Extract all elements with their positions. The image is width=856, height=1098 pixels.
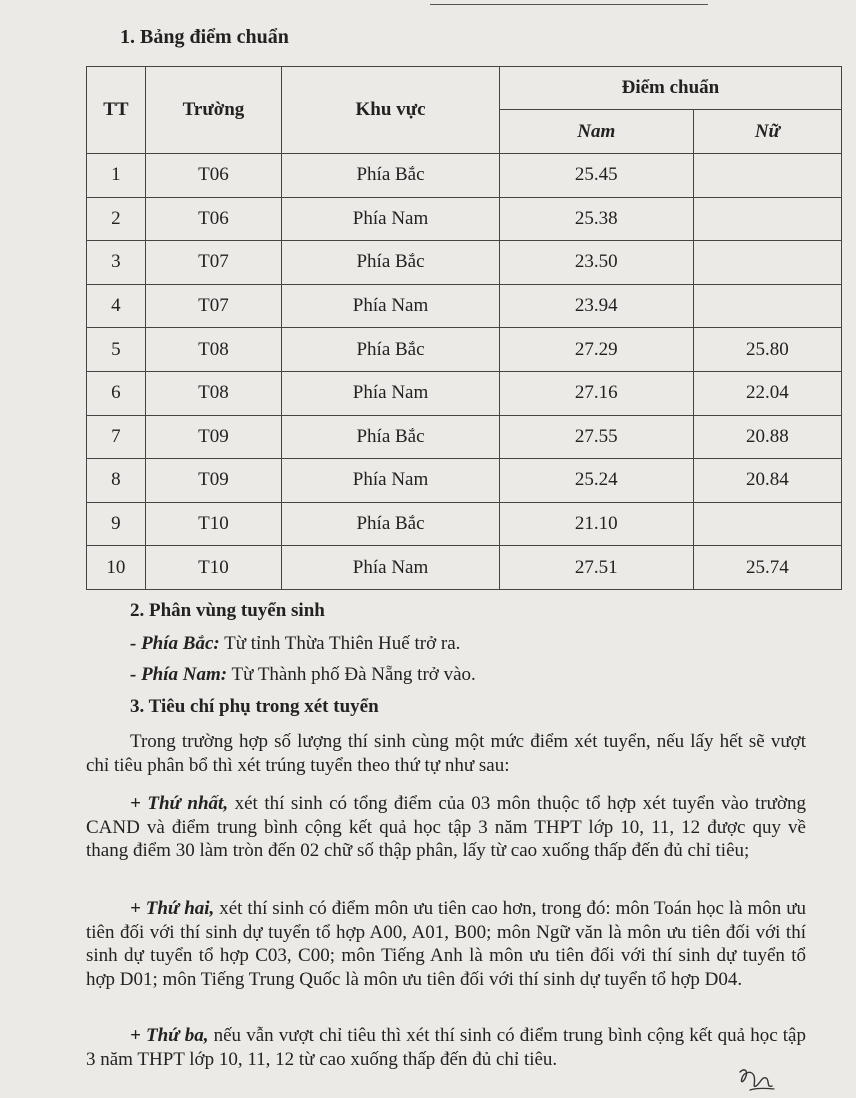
region-south-label: - Phía Nam: xyxy=(130,664,228,685)
cell-truong: T10 xyxy=(145,546,281,590)
region-south-text: Từ Thành phố Đà Nẵng trở vào. xyxy=(227,664,476,685)
cell-nu: 25.80 xyxy=(693,328,841,372)
header-diem-chuan: Điểm chuẩn xyxy=(499,67,841,110)
region-north-label: - Phía Bắc: xyxy=(130,633,220,654)
header-khu-vuc: Khu vực xyxy=(282,67,500,154)
cell-khu-vuc: Phía Bắc xyxy=(282,502,500,546)
cell-truong: T08 xyxy=(145,371,281,415)
section-2-title: 2. Phân vùng tuyển sinh xyxy=(130,600,325,621)
header-nu: Nữ xyxy=(693,110,841,154)
cell-nam: 27.29 xyxy=(499,328,693,372)
cell-khu-vuc: Phía Bắc xyxy=(282,154,500,198)
cell-nam: 25.24 xyxy=(499,459,693,503)
cell-truong: T07 xyxy=(145,284,281,328)
cell-truong: T06 xyxy=(145,154,281,198)
cell-truong: T10 xyxy=(145,502,281,546)
cell-nam: 27.16 xyxy=(499,371,693,415)
table-row xyxy=(87,502,842,546)
cell-nam: 21.10 xyxy=(499,502,693,546)
criterion-first-text: xét thí sinh có tổng điểm của 03 môn thuộc tổ hợp xét tuyển vào trường CAND và điểm trung bình cộng kết quả học tập 3 năm THPT lớp 10, 11, 12 được quy về thang điểm 30 làm tròn đến 02 chữ số thập phân, lấy từ cao xuống thấp đến đủ chỉ tiêu; xyxy=(86,793,807,861)
table-row xyxy=(87,415,842,459)
cell-tt: 4 xyxy=(87,284,146,328)
criterion-third-label: + Thứ ba, xyxy=(130,1025,209,1046)
cell-nam: 23.50 xyxy=(499,241,693,285)
cell-nu xyxy=(693,241,841,285)
cell-nu: 22.04 xyxy=(693,371,841,415)
criterion-second xyxy=(86,897,806,991)
table-row xyxy=(87,546,842,590)
cell-nu: 20.84 xyxy=(693,459,841,503)
cell-truong: T09 xyxy=(145,459,281,503)
cell-nu: 20.88 xyxy=(693,415,841,459)
criterion-second-label: + Thứ hai, xyxy=(130,898,215,919)
table-body xyxy=(87,154,842,590)
table-row xyxy=(87,241,842,285)
cell-truong: T06 xyxy=(145,197,281,241)
header-tt: TT xyxy=(87,67,146,154)
cell-nu xyxy=(693,154,841,198)
cell-tt: 9 xyxy=(87,502,146,546)
cell-tt: 1 xyxy=(87,154,146,198)
cell-tt: 10 xyxy=(87,546,146,590)
cell-khu-vuc: Phía Nam xyxy=(282,459,500,503)
cell-khu-vuc: Phía Nam xyxy=(282,284,500,328)
criteria-intro: Trong trường hợp số lượng thí sinh cùng một mức điểm xét tuyển, nếu lấy hết sẽ vượt chỉ tiêu phân bổ thì xét trúng tuyển theo thứ tự như sau: xyxy=(86,731,806,776)
cell-nu xyxy=(693,284,841,328)
cell-truong: T08 xyxy=(145,328,281,372)
header-truong: Trường xyxy=(145,67,281,154)
table-row xyxy=(87,197,842,241)
cell-truong: T07 xyxy=(145,241,281,285)
region-south xyxy=(130,664,476,686)
cell-tt: 5 xyxy=(87,328,146,372)
cutoff-score-table xyxy=(86,66,842,590)
cell-tt: 7 xyxy=(87,415,146,459)
header-nam: Nam xyxy=(499,110,693,154)
criterion-third xyxy=(86,1024,806,1071)
table-row xyxy=(87,459,842,503)
section-1-title: 1. Bảng điểm chuẩn xyxy=(120,26,289,48)
criterion-second-text: xét thí sinh có điểm môn ưu tiên cao hơn, trong đó: môn Toán học là môn ưu tiên đối với thí sinh dự tuyển tổ hợp A00, A01, B00; môn Ngữ văn là môn ưu tiên đối với thí sinh dự tuyển tổ hợp C03, C00; môn Tiếng Anh là môn ưu tiên đối với thí sinh dự tuyển tổ hợp D01; môn Tiếng Trung Quốc là môn ưu tiên đối với thí sinh dự tuyển tổ hợp D04. xyxy=(86,898,806,990)
cell-tt: 6 xyxy=(87,371,146,415)
region-north xyxy=(130,633,460,655)
cell-nu: 25.74 xyxy=(693,546,841,590)
cell-khu-vuc: Phía Bắc xyxy=(282,415,500,459)
cell-truong: T09 xyxy=(145,415,281,459)
cell-tt: 8 xyxy=(87,459,146,503)
top-divider xyxy=(430,4,708,5)
criterion-third-text: nếu vẫn vượt chỉ tiêu thì xét thí sinh có điểm trung bình cộng kết quả học tập 3 năm THPT lớp 10, 11, 12 từ cao xuống thấp đến đủ chỉ tiêu. xyxy=(86,1025,806,1070)
cell-nam: 23.94 xyxy=(499,284,693,328)
table-row xyxy=(87,328,842,372)
cell-khu-vuc: Phía Bắc xyxy=(282,328,500,372)
initials-signature xyxy=(736,1066,776,1092)
cell-nam: 27.51 xyxy=(499,546,693,590)
cell-nam: 25.45 xyxy=(499,154,693,198)
cell-nam: 27.55 xyxy=(499,415,693,459)
table-row xyxy=(87,284,842,328)
cell-khu-vuc: Phía Bắc xyxy=(282,241,500,285)
cell-tt: 2 xyxy=(87,197,146,241)
table-header-row xyxy=(87,67,842,110)
cell-khu-vuc: Phía Nam xyxy=(282,546,500,590)
cell-nam: 25.38 xyxy=(499,197,693,241)
cell-khu-vuc: Phía Nam xyxy=(282,197,500,241)
table-row xyxy=(87,371,842,415)
cell-nu xyxy=(693,197,841,241)
region-north-text: Từ tỉnh Thừa Thiên Huế trở ra. xyxy=(219,633,461,654)
criterion-first xyxy=(86,792,806,863)
cell-tt: 3 xyxy=(87,241,146,285)
table-row xyxy=(87,154,842,198)
section-3-title: 3. Tiêu chí phụ trong xét tuyển xyxy=(130,696,379,717)
cell-khu-vuc: Phía Nam xyxy=(282,371,500,415)
criterion-first-label: + Thứ nhất, xyxy=(130,793,229,814)
cell-nu xyxy=(693,502,841,546)
